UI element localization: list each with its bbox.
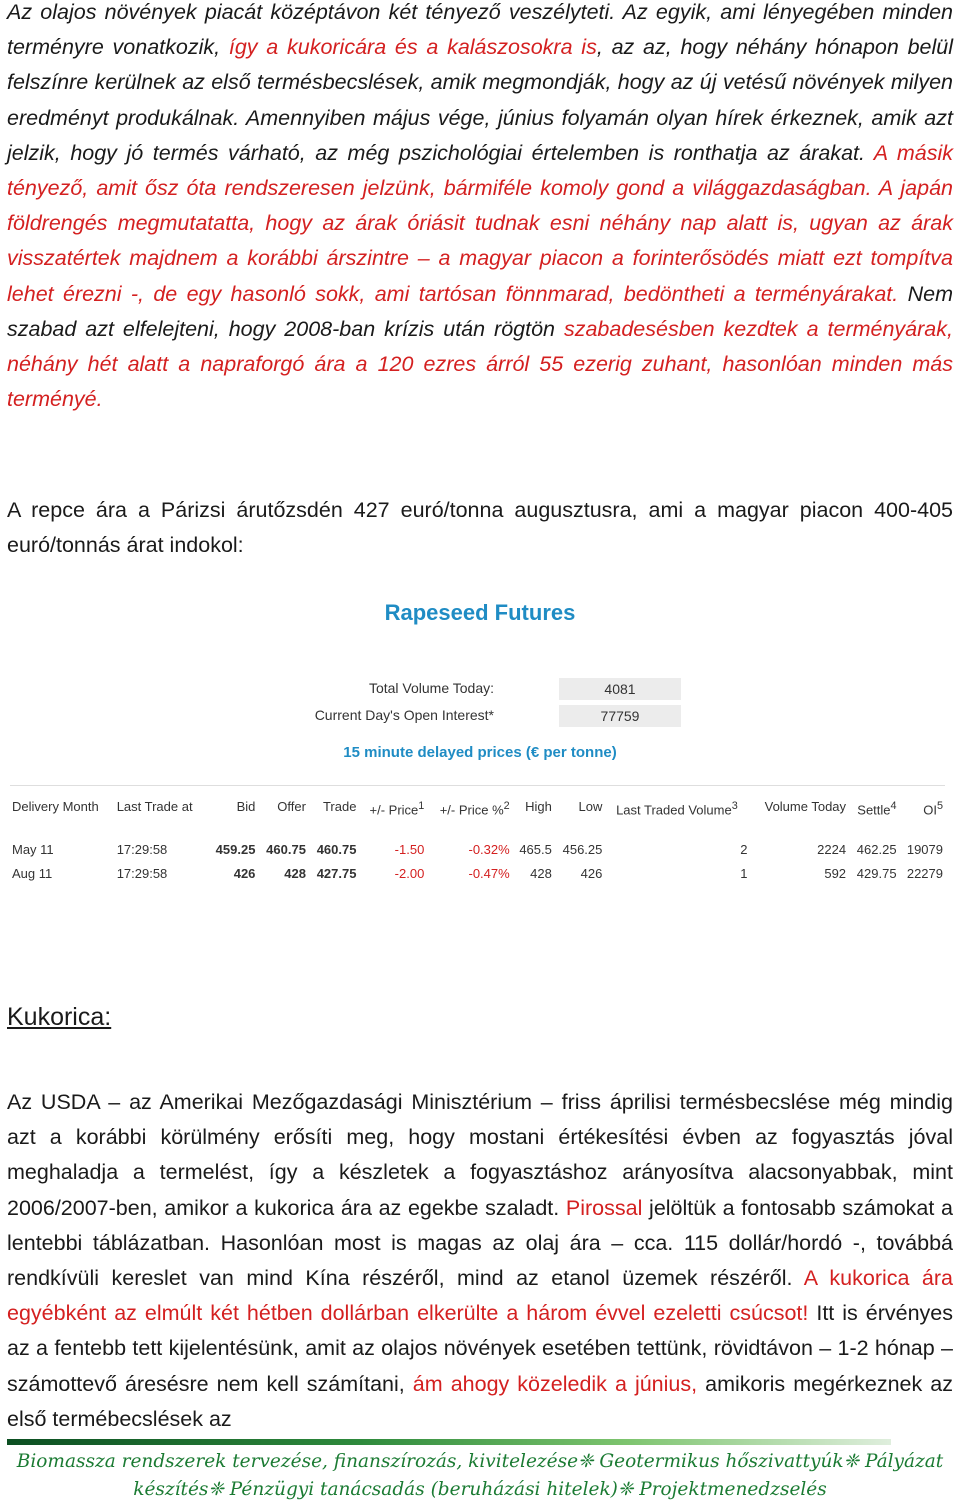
footnote-marker: 3 (731, 800, 738, 812)
total-volume-row (0, 680, 960, 702)
table-cell: 465.5 (519, 841, 552, 857)
column-header-label: +/- Price (369, 802, 419, 818)
column-header (749, 786, 848, 827)
table-cell: 460.75 (316, 841, 357, 857)
table-cell: 462.25 (856, 841, 897, 857)
column-header (358, 786, 426, 827)
table-cell: 428 (284, 865, 306, 881)
column-header-label: Bid (236, 799, 256, 814)
column-header-label: +/- Price % (439, 802, 504, 818)
table-cell: Aug 11 (12, 865, 53, 881)
futures-table (10, 785, 945, 888)
column-header-label: OI (923, 802, 937, 818)
table-cell: 22279 (906, 865, 943, 881)
footnote-marker: 2 (503, 800, 510, 812)
table-cell: 427.75 (316, 865, 357, 881)
table-cell: 2224 (817, 841, 847, 857)
rapeseed-price-paragraph: A repce ára a Párizsi árutőzsdén 427 euró/tonna augusztusra, ami a magyar piacon 400-405 euró/tonnás árat indokol: (7, 498, 953, 558)
column-header (554, 786, 605, 827)
footnote-marker: 5 (936, 800, 943, 812)
table-cell: 1 (740, 865, 748, 881)
footer-line-1: Biomassza rendszerek tervezése, finanszírozás, kivitelezése❈ Geotermikus hőszivattyúk❈ Pályázat (16, 1451, 944, 1472)
column-header (604, 786, 749, 827)
table-cell: 426 (233, 865, 256, 881)
table-cell: 429.75 (856, 865, 897, 881)
column-header (426, 786, 511, 827)
table-cell: -1.50 (394, 841, 425, 857)
column-header (10, 786, 115, 827)
table-cell: 428 (530, 865, 552, 881)
column-header (115, 786, 207, 827)
table-cell: 460.75 (266, 841, 306, 857)
table-cell: 17:29:58 (116, 841, 168, 857)
table-cell: May 11 (12, 841, 54, 857)
text-run: A másik tényező, amit ősz óta rendszeresen jelzünk, bármiféle komoly gond a világgazdaságban. A japán földrengés megmutatatta, hogy az árak óriásit tudnak esni néhány nap alatt is, ugyan az árak visszatértek majdnem a korábbi árszintre – a magyar piacon a forinterősödés miatt ezt tompítva lehet érezni -, de egy hasonló sokk, ami tartósan fönnmarad, bedöntheti a terményárakat. (7, 140, 953, 306)
total-volume-value: 4081 (559, 678, 681, 700)
corn-paragraph (7, 1085, 953, 1437)
futures-title: Rapeseed Futures (384, 600, 576, 625)
text-run: Az olajos növények piacát középtávon két tényező veszélyteti. Az egyik, ami lényegében minden terményre vonatkozik, (7, 0, 953, 60)
table-cell: -0.47% (468, 865, 510, 881)
table-cell: 459.25 (215, 841, 256, 857)
open-interest-row (0, 707, 960, 729)
footer-text (0, 1448, 960, 1504)
futures-table-body (10, 826, 945, 888)
footnote-marker: 4 (890, 800, 897, 812)
table-cell: 426 (580, 865, 603, 881)
section-heading-kukorica: Kukorica: (7, 1003, 112, 1031)
table-cell: 19079 (906, 841, 943, 857)
table-cell: 456.25 (562, 841, 603, 857)
table-cell: -2.00 (394, 865, 425, 881)
column-header-label: Volume Today (764, 799, 847, 814)
column-header-label: Last Traded Volume (616, 802, 732, 818)
table-cell: 2 (740, 841, 748, 857)
futures-header-row (10, 786, 945, 827)
column-header (512, 786, 554, 827)
column-header-label: Last Trade at (116, 799, 193, 814)
text-run: ám ahogy közeledik a június, (412, 1371, 698, 1396)
table-cell: 592 (824, 865, 847, 881)
total-volume-label: Total Volume Today: (368, 680, 494, 696)
text-run: Itt is érvényes az a fentebb tett kijelentésünk, amit az olajos növények esetében tettünk, rövidtávon – 1-2 hónap – számottevő áresésre nem kell számítani, (7, 1301, 954, 1396)
column-header (257, 786, 308, 827)
column-header-label: Offer (277, 799, 306, 814)
footer-line-2: készítés❈ Pénzügyi tanácsadás (beruházási hitelek)❈ Projektmenedzselés (133, 1479, 827, 1500)
table-cell: -0.32% (468, 841, 510, 857)
column-header-label: Low (578, 799, 603, 814)
open-interest-label: Current Day's Open Interest* (314, 707, 494, 723)
text-run: Nem szabad azt elfelejteni, hogy 2008-ban krízis után rögtön (7, 281, 953, 341)
column-header (308, 786, 359, 827)
table-row (10, 858, 945, 888)
text-run: , az az, hogy néhány hónapon belül felszínre kerülnek az első termésbecslések, amik megmondják, hogy az új vetésű növények milyen eredményt produkálnak. Amennyiben május vége, június folyamán olyan hírek érkeznek, amik azt jelzik, hogy jó termés várható, az még pszichológiai értelemben is ronthatja az árakat. (7, 35, 953, 165)
table-cell: 17:29:58 (116, 865, 168, 881)
text-run: amikoris megérkeznek az első termébecslések az (7, 1371, 954, 1431)
footnote-marker: 1 (418, 800, 425, 812)
text-run: Az USDA – az Amerikai Mezőgazdasági Minisztérium – friss áprilisi termésbecslése még mindig azt a korábbi körülmény erősíti meg, hogy mostani értékesítési évben az fogyasztás jóval meghaladja a termelést, így a készletek a fogyasztáshoz arányosítva alacsonyabbak, mint 2006/2007-ben, amikor a kukorica ára az egekbe szaladt. (7, 1090, 953, 1220)
column-header-label: Delivery Month (12, 799, 99, 814)
column-header (848, 786, 899, 827)
futures-subtitle: 15 minute delayed prices (€ per tonne) (343, 744, 617, 761)
text-run: szabadesésben kezdtek a terményárak, néhány hét alatt a napraforgó ára a 120 ezres árról 55 ezerig zuhant, hasonlóan minden más terményé. (7, 316, 953, 412)
text-run: Pirossal (565, 1195, 643, 1220)
column-header (899, 786, 945, 827)
column-header-label: Settle (857, 802, 891, 818)
open-interest-value: 77759 (559, 705, 681, 727)
footer-divider (7, 1439, 891, 1445)
intro-paragraph (7, 0, 953, 417)
column-header-label: High (525, 799, 552, 814)
text-run: A kukorica ára egyébként az elmúlt két hétben dollárban elkerülte a három évvel ezeletti csúcsot! (7, 1266, 953, 1326)
table-row (10, 826, 945, 858)
column-header (207, 786, 258, 827)
column-header-label: Trade (322, 799, 357, 814)
text-run: jelöltük a fontosabb számokat a lentebbi táblázatban. Hasonlóan most is magas az olaj ára – cca. 115 dollár/hordó -, továbbá rendkívüli kereslet van mind Kína részéről, mind az etanol üzemek részéről. (7, 1195, 953, 1291)
text-run: így a kukoricára és a kalászosokra is (228, 35, 597, 60)
